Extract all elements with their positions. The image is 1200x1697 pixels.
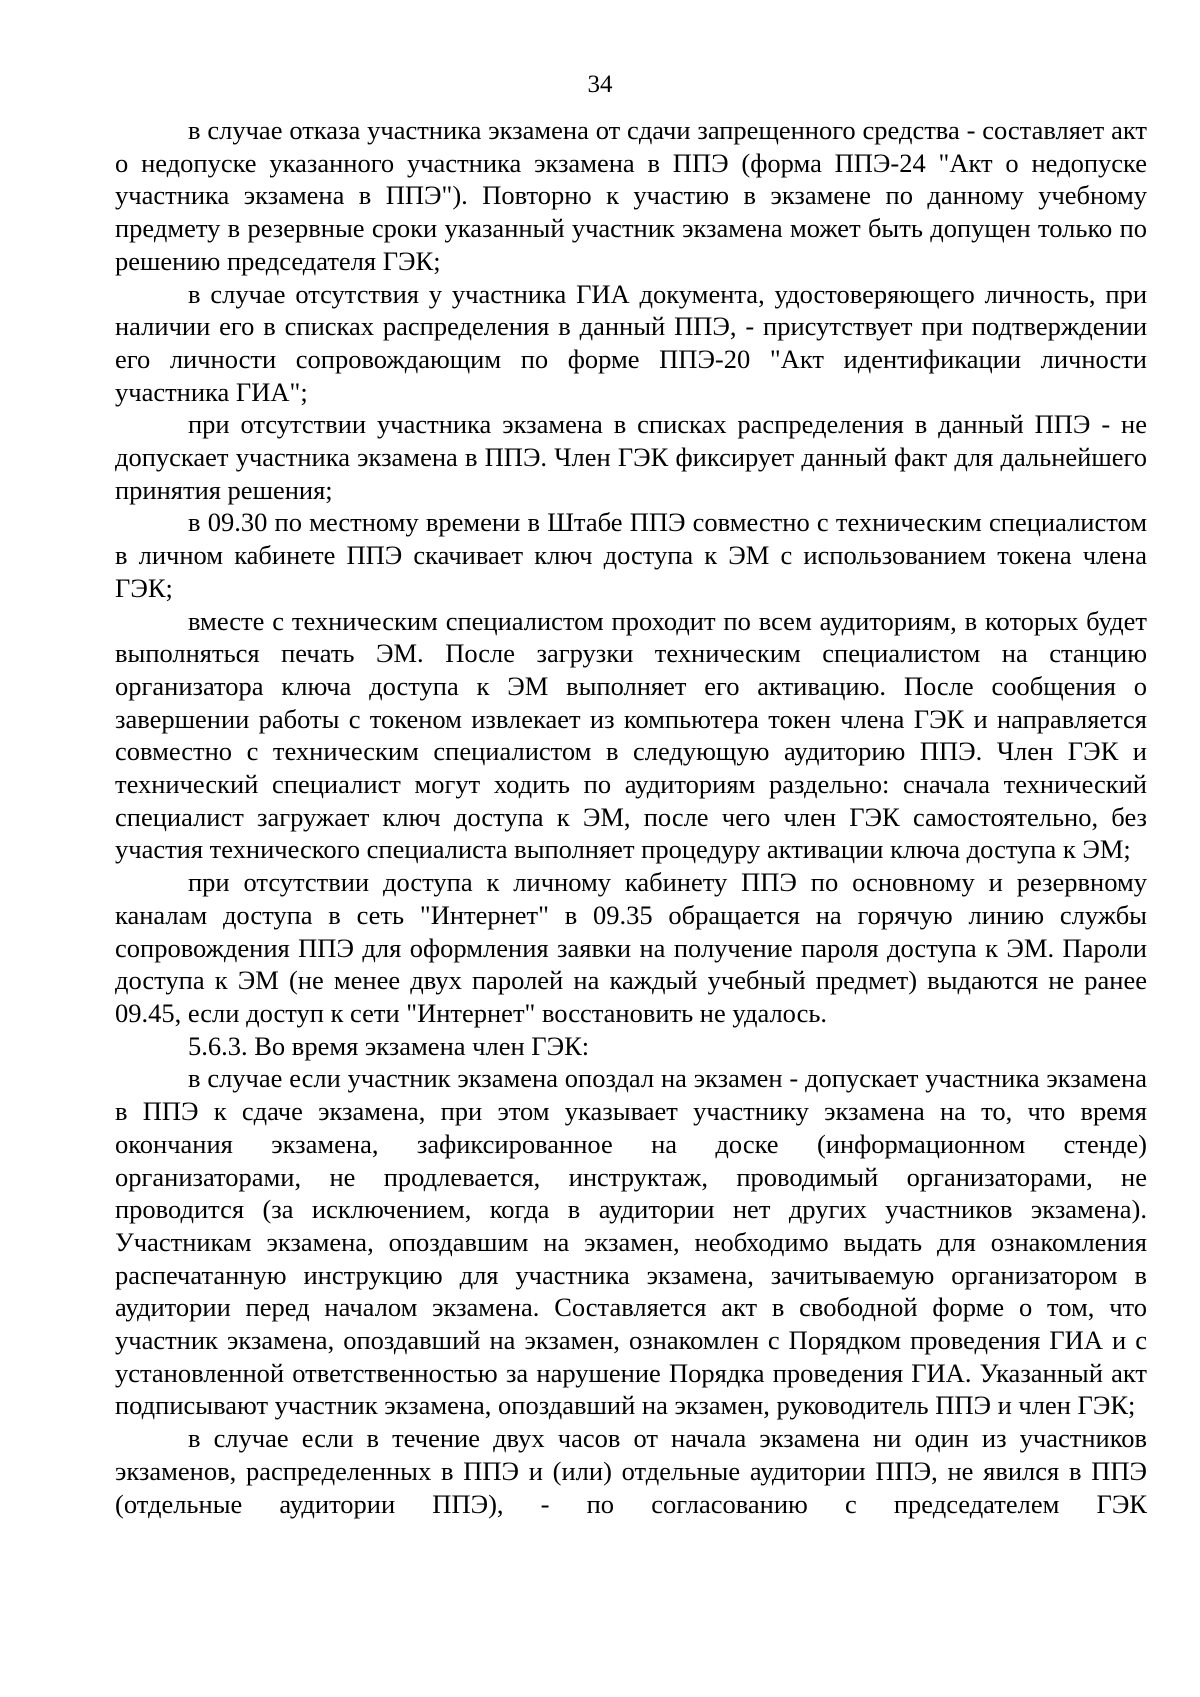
document-body bbox=[115, 114, 1147, 1520]
paragraph-access-key-download: в 09.30 по местному времени в Штабе ППЭ совместно с техническим специалистом в личном кабинете ППЭ скачивает ключ доступа к ЭМ с использованием токена члена ГЭК; bbox=[115, 507, 1147, 603]
paragraph-late-participant: в случае если участник экзамена опоздал на экзамен - допускает участника экзамена в ППЭ к сдаче экзамена, при этом указывает участнику экзамена на то, что время окончания экзамена, зафиксированное на доске (информационном стенде) организаторами, не продлевается, инструктаж, проводимый организаторами, не проводится (за исключением, когда в аудитории нет других участников экзамена). Участникам экзамена, опоздавшим на экзамен, необходимо выдать для ознакомления распечатанную инструкцию для участника экзамена, зачитываемую организатором в аудитории перед началом экзамена. Составляется акт в свободной форме о том, что участник экзамена, опоздавший на экзамен, ознакомлен с Порядком проведения ГИА и с установленной ответственностью за нарушение Порядка проведения ГИА. Указанный акт подписывают участник экзамена, опоздавший на экзамен, руководитель ППЭ и член ГЭК; bbox=[115, 1063, 1147, 1421]
paragraph-not-in-distribution-lists: при отсутствии участника экзамена в списках распределения в данный ППЭ - не допускает участника экзамена в ППЭ. Член ГЭК фиксирует данный факт для дальнейшего принятия решения; bbox=[115, 409, 1147, 505]
page-number: 34 bbox=[587, 71, 613, 98]
paragraph-key-activation: вместе с техническим специалистом проходит по всем аудиториям, в которых будет выполняться печать ЭМ. После загрузки техническим специалистом на станцию организатора ключа доступа к ЭМ выполняет его активацию. После сообщения о завершении работы с токеном извлекает из компьютера токен члена ГЭК и направляется совместно с техническим специалистом в следующую аудиторию ППЭ. Член ГЭК и технический специалист могут ходить по аудиториям раздельно: сначала технический специалист загружает ключ доступа к ЭМ, после чего член ГЭК самостоятельно, без участия технического специалиста выполняет процедуру активации ключа доступа к ЭМ; bbox=[115, 605, 1147, 865]
paragraph-missing-id-document: в случае отсутствия у участника ГИА документа, удостоверяющего личность, при наличии его в списках распределения в данный ППЭ, - присутствует при подтверждении его личности сопровождающим по форме ППЭ-20 "Акт идентификации личности участника ГИА"; bbox=[115, 278, 1147, 407]
paragraph-no-show-two-hours: в случае если в течение двух часов от начала экзамена ни один из участников экзаменов, распределенных в ППЭ и (или) отдельные аудитории ППЭ, не явился в ППЭ (отдельные аудитории ППЭ), - по согласованию с председателем ГЭК bbox=[115, 1423, 1147, 1519]
section-heading-5-6-3: 5.6.3. Во время экзамена член ГЭК: bbox=[188, 1030, 590, 1061]
paragraph-refusal-forbidden-item: в случае отказа участника экзамена от сдачи запрещенного средства - составляет акт о недопуске указанного участника экзамена в ППЭ (форма ППЭ-24 "Акт о недопуске участника экзамена в ППЭ"). Повторно к участию в экзамене по данному учебному предмету в резервные сроки указанный участник экзамена может быть допущен только по решению председателя ГЭК; bbox=[115, 115, 1147, 276]
paragraph-no-internet-access: при отсутствии доступа к личному кабинету ППЭ по основному и резервному каналам доступа в сеть "Интернет" в 09.35 обращается на горячую линию службы сопровождения ППЭ для оформления заявки на получение пароля доступа к ЭМ. Пароли доступа к ЭМ (не менее двух паролей на каждый учебный предмет) выдаются не ранее 09.45, если доступ к сети "Интернет" восстановить не удалось. bbox=[115, 867, 1147, 1028]
